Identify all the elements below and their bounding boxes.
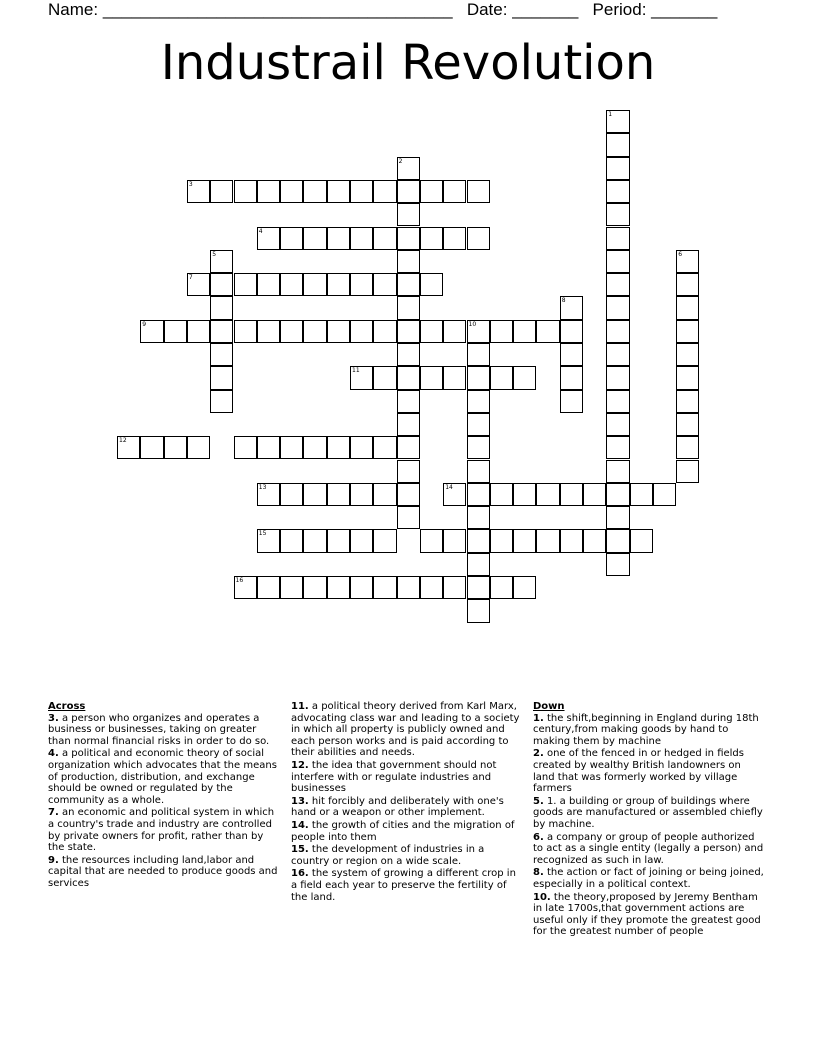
grid-cell[interactable] <box>583 529 606 552</box>
clue-item <box>48 713 278 748</box>
grid-cell[interactable] <box>467 599 490 622</box>
grid-cell[interactable] <box>606 460 629 483</box>
grid-cell[interactable] <box>327 529 350 552</box>
clue-item <box>291 760 523 795</box>
grid-cell[interactable] <box>210 296 233 319</box>
grid-cell[interactable] <box>513 366 536 389</box>
grid-cell[interactable] <box>397 366 420 389</box>
grid-cell[interactable] <box>443 529 466 552</box>
cell-number: 13 <box>258 483 267 491</box>
clue-text: a political theory derived from Karl Marx, advocating class war and leading to a society in which all property is publicly owned and each person works and is paid according to their abilities and needs. <box>291 701 520 759</box>
clue-text: a person who organizes and operates a business or businesses, taking on greater than normal financial risks in order to do so. <box>48 712 270 747</box>
cell-number: 6 <box>678 250 683 258</box>
clue-text: the development of industries in a country or region on a wide scale. <box>291 844 485 867</box>
grid-cell[interactable] <box>467 483 490 506</box>
grid-cell[interactable] <box>536 320 559 343</box>
grid-cell[interactable] <box>676 250 699 273</box>
grid-cell[interactable] <box>397 250 420 273</box>
grid-cell[interactable] <box>210 366 233 389</box>
cell-number: 9 <box>142 320 147 328</box>
grid-cell[interactable] <box>234 273 257 296</box>
clue-number: 16. <box>291 868 309 880</box>
period-field[interactable]: _______ <box>651 0 718 19</box>
grid-cell[interactable] <box>676 273 699 296</box>
clue-item <box>533 892 765 938</box>
grid-cell[interactable] <box>303 180 326 203</box>
clue-number: 5. <box>533 795 544 807</box>
grid-cell[interactable] <box>210 320 233 343</box>
grid-cell[interactable] <box>467 320 490 343</box>
grid-cell[interactable] <box>467 460 490 483</box>
grid-cell[interactable] <box>397 436 420 459</box>
grid-cell[interactable] <box>606 180 629 203</box>
clue-text: the system of growing a different crop in a field each year to preserve the fertility of the land. <box>291 868 516 903</box>
grid-cell[interactable] <box>606 203 629 226</box>
grid-cell[interactable] <box>280 180 303 203</box>
grid-cell[interactable] <box>327 273 350 296</box>
clue-text: the resources including land,labor and capital that are needed to produce goods and services <box>48 854 278 889</box>
grid-cell[interactable] <box>513 483 536 506</box>
grid-cell[interactable] <box>234 180 257 203</box>
grid-cell[interactable] <box>560 320 583 343</box>
grid-cell[interactable] <box>606 390 629 413</box>
grid-cell[interactable] <box>327 227 350 250</box>
grid-cell[interactable] <box>164 320 187 343</box>
clue-item <box>533 748 765 794</box>
grid-cell[interactable] <box>513 320 536 343</box>
grid-cell[interactable] <box>467 506 490 529</box>
grid-cell[interactable] <box>420 529 443 552</box>
grid-cell[interactable] <box>420 273 443 296</box>
grid-cell[interactable] <box>187 436 210 459</box>
grid-cell[interactable] <box>676 320 699 343</box>
cell-number: 15 <box>258 530 267 538</box>
clue-item <box>291 868 523 903</box>
cell-number: 14 <box>445 483 453 491</box>
grid-cell[interactable] <box>467 366 490 389</box>
grid-cell[interactable] <box>583 483 606 506</box>
grid-cell[interactable] <box>210 250 233 273</box>
clue-number: 13. <box>291 795 309 807</box>
grid-cell[interactable] <box>676 296 699 319</box>
grid-cell[interactable] <box>397 576 420 599</box>
grid-cell[interactable] <box>443 180 466 203</box>
grid-cell[interactable] <box>467 227 490 250</box>
cell-number: 12 <box>119 437 127 445</box>
grid-cell[interactable] <box>350 366 373 389</box>
grid-cell[interactable] <box>630 529 653 552</box>
grid-cell[interactable] <box>606 157 629 180</box>
grid-cell[interactable] <box>560 296 583 319</box>
grid-cell[interactable] <box>490 366 513 389</box>
grid-cell[interactable] <box>560 483 583 506</box>
clue-text: the theory,proposed by Jeremy Bentham in late 1700s,that government actions are useful only if they promote the greatest good for the greatest number of people <box>533 891 761 938</box>
date-field[interactable]: _______ <box>512 0 579 19</box>
cell-number: 1 <box>608 111 613 118</box>
grid-cell[interactable] <box>606 343 629 366</box>
across-list <box>48 713 278 890</box>
grid-cell[interactable] <box>397 203 420 226</box>
cell-number: 2 <box>398 157 403 165</box>
cell-number: 10 <box>468 320 477 328</box>
grid-cell[interactable] <box>350 320 373 343</box>
grid-cell[interactable] <box>164 436 187 459</box>
grid-cell[interactable] <box>117 436 140 459</box>
grid-cell[interactable] <box>490 529 513 552</box>
clue-number: 7. <box>48 807 59 819</box>
grid-cell[interactable] <box>443 483 466 506</box>
clue-text: an economic and political system in which a country's trade and industry are controlled by private owners for profit, rather than by the state. <box>48 807 275 854</box>
clue-text: 1. a building or group of buildings where goods are manufactured or assembled chiefly by machine. <box>533 795 763 830</box>
grid-cell[interactable] <box>606 366 629 389</box>
cell-number: 3 <box>188 180 193 188</box>
clue-text: one of the fenced in or hedged in fields created by wealthy British landowners on land that was formerly worked by village farmers <box>533 748 744 795</box>
grid-cell[interactable] <box>373 576 396 599</box>
grid-cell[interactable] <box>280 227 303 250</box>
grid-cell[interactable] <box>257 320 280 343</box>
grid-cell[interactable] <box>606 413 629 436</box>
clue-item <box>48 855 278 890</box>
grid-cell[interactable] <box>210 273 233 296</box>
grid-cell[interactable] <box>257 273 280 296</box>
clue-text: the shift,beginning in England during 18th century,from making goods by hand to making them by machine <box>533 712 759 747</box>
grid-cell[interactable] <box>443 576 466 599</box>
header-line <box>48 0 717 20</box>
grid-cell[interactable] <box>350 576 373 599</box>
grid-cell[interactable] <box>560 366 583 389</box>
clue-item <box>291 701 523 759</box>
grid-cell[interactable] <box>467 553 490 576</box>
grid-cell[interactable] <box>280 273 303 296</box>
across-heading: Across <box>48 701 86 712</box>
grid-cell[interactable] <box>420 180 443 203</box>
grid-cell[interactable] <box>676 460 699 483</box>
grid-cell[interactable] <box>676 390 699 413</box>
grid-cell[interactable] <box>303 436 326 459</box>
grid-cell[interactable] <box>397 296 420 319</box>
grid-cell[interactable] <box>303 576 326 599</box>
grid-cell[interactable] <box>467 180 490 203</box>
clue-number: 12. <box>291 759 309 771</box>
clue-item <box>291 844 523 867</box>
clue-text: a company or group of people authorized to act as a single entity (legally a person) and recognized as such in law. <box>533 831 764 866</box>
grid-cell[interactable] <box>350 483 373 506</box>
grid-cell[interactable] <box>676 436 699 459</box>
grid-cell[interactable] <box>467 436 490 459</box>
down-heading: Down <box>533 701 565 712</box>
clue-text: the idea that government should not interfere with or regulate industries and businesses <box>291 759 497 795</box>
clue-number: 9. <box>48 854 59 866</box>
grid-cell[interactable] <box>327 576 350 599</box>
grid-cell[interactable] <box>280 436 303 459</box>
grid-cell[interactable] <box>187 180 210 203</box>
grid-cell[interactable] <box>397 506 420 529</box>
grid-cell[interactable] <box>653 483 676 506</box>
grid-cell[interactable] <box>234 436 257 459</box>
grid-cell[interactable] <box>443 227 466 250</box>
cell-number: 7 <box>188 274 193 282</box>
grid-cell[interactable] <box>536 529 559 552</box>
grid-cell[interactable] <box>280 483 303 506</box>
grid-cell[interactable] <box>187 273 210 296</box>
grid-cell[interactable] <box>676 366 699 389</box>
grid-cell[interactable] <box>676 343 699 366</box>
clue-item <box>533 832 765 867</box>
grid-cell[interactable] <box>467 576 490 599</box>
grid-cell[interactable] <box>303 483 326 506</box>
grid-cell[interactable] <box>490 483 513 506</box>
grid-cell[interactable] <box>327 483 350 506</box>
grid-cell[interactable] <box>397 227 420 250</box>
puzzle-title: Industrail Revolution <box>160 35 656 91</box>
grid-cell[interactable] <box>350 180 373 203</box>
grid-cell[interactable] <box>373 320 396 343</box>
grid-cell[interactable] <box>606 436 629 459</box>
clue-text: the action or fact of joining or being joined, especially in a political context. <box>533 867 764 890</box>
clue-number: 14. <box>291 819 309 831</box>
grid-cell[interactable] <box>560 390 583 413</box>
grid-cell[interactable] <box>420 366 443 389</box>
grid-cell[interactable] <box>443 366 466 389</box>
grid-cell[interactable] <box>327 436 350 459</box>
grid-cell[interactable] <box>257 529 280 552</box>
clue-text: the growth of cities and the migration of people into them <box>291 819 515 843</box>
grid-cell[interactable] <box>560 529 583 552</box>
grid-cell[interactable] <box>467 390 490 413</box>
clue-item <box>533 867 765 890</box>
clue-number: 1. <box>533 712 544 724</box>
grid-cell[interactable] <box>420 227 443 250</box>
clue-item <box>533 796 765 831</box>
grid-cell[interactable] <box>373 483 396 506</box>
grid-cell[interactable] <box>257 180 280 203</box>
grid-cell[interactable] <box>280 320 303 343</box>
grid-cell[interactable] <box>606 553 629 576</box>
clue-number: 4. <box>48 748 59 760</box>
grid-cell[interactable] <box>536 483 559 506</box>
grid-cell[interactable] <box>606 250 629 273</box>
grid-cell[interactable] <box>210 180 233 203</box>
clue-number: 2. <box>533 748 544 760</box>
grid-cell[interactable] <box>373 436 396 459</box>
clue-item <box>291 796 523 819</box>
grid-cell[interactable] <box>257 436 280 459</box>
grid-cell[interactable] <box>280 529 303 552</box>
clue-text: a political and economic theory of social organization which advocates that the means of production, distribution, and exchange should be owned or regulated by the community as a whole. <box>48 748 277 806</box>
grid-cell[interactable] <box>210 343 233 366</box>
grid-cell[interactable] <box>676 413 699 436</box>
grid-cell[interactable] <box>606 320 629 343</box>
grid-cell[interactable] <box>467 529 490 552</box>
grid-cell[interactable] <box>303 227 326 250</box>
clue-number: 10. <box>533 891 551 903</box>
grid-cell[interactable] <box>490 576 513 599</box>
grid-cell[interactable] <box>303 320 326 343</box>
clue-number: 3. <box>48 712 59 724</box>
grid-cell[interactable] <box>303 273 326 296</box>
grid-cell[interactable] <box>373 529 396 552</box>
grid-cell[interactable] <box>257 227 280 250</box>
grid-cell[interactable] <box>350 529 373 552</box>
cell-number: 5 <box>212 250 217 258</box>
grid-cell[interactable] <box>373 273 396 296</box>
clue-item <box>48 807 278 853</box>
grid-cell[interactable] <box>397 157 420 180</box>
grid-cell[interactable] <box>350 273 373 296</box>
grid-cell[interactable] <box>234 320 257 343</box>
grid-cell[interactable] <box>606 483 629 506</box>
name-label: Name: <box>48 0 99 19</box>
grid-cell[interactable] <box>606 296 629 319</box>
grid-cell[interactable] <box>187 320 210 343</box>
clue-number: 6. <box>533 831 544 843</box>
clue-item <box>48 748 278 806</box>
grid-cell[interactable] <box>420 576 443 599</box>
grid-cell[interactable] <box>606 110 629 133</box>
grid-cell[interactable] <box>606 273 629 296</box>
grid-cell[interactable] <box>327 180 350 203</box>
grid-cell[interactable] <box>443 320 466 343</box>
cell-number: 8 <box>561 297 566 305</box>
grid-cell[interactable] <box>303 529 326 552</box>
grid-cell[interactable] <box>467 413 490 436</box>
cell-number: 16 <box>235 577 244 584</box>
grid-cell[interactable] <box>327 320 350 343</box>
grid-cell[interactable] <box>560 343 583 366</box>
grid-cell[interactable] <box>397 343 420 366</box>
grid-cell[interactable] <box>257 576 280 599</box>
grid-cell[interactable] <box>210 390 233 413</box>
grid-cell[interactable] <box>140 320 163 343</box>
grid-cell[interactable] <box>140 436 163 459</box>
across-clues-column-2 <box>291 701 523 904</box>
grid-cell[interactable] <box>397 320 420 343</box>
grid-cell[interactable] <box>420 320 443 343</box>
grid-cell[interactable] <box>397 483 420 506</box>
grid-cell[interactable] <box>257 483 280 506</box>
clue-item <box>533 713 765 748</box>
grid-cell[interactable] <box>234 576 257 599</box>
grid-cell[interactable] <box>606 529 629 552</box>
clue-number: 8. <box>533 867 544 879</box>
grid-cell[interactable] <box>606 133 629 156</box>
grid-cell[interactable] <box>373 227 396 250</box>
grid-cell[interactable] <box>350 436 373 459</box>
grid-cell[interactable] <box>606 506 629 529</box>
grid-cell[interactable] <box>350 227 373 250</box>
grid-cell[interactable] <box>397 180 420 203</box>
grid-cell[interactable] <box>467 343 490 366</box>
grid-cell[interactable] <box>373 180 396 203</box>
down-list <box>533 713 765 938</box>
grid-cell[interactable] <box>373 366 396 389</box>
clue-item <box>291 820 523 843</box>
cell-number: 11 <box>352 367 360 375</box>
grid-cell[interactable] <box>397 273 420 296</box>
grid-cell[interactable] <box>513 529 536 552</box>
grid-cell[interactable] <box>397 390 420 413</box>
across-clues-column-1 <box>48 701 278 891</box>
grid-cell[interactable] <box>397 413 420 436</box>
cell-number: 4 <box>258 227 263 235</box>
grid-cell[interactable] <box>280 576 303 599</box>
period-label: Period: <box>592 0 647 19</box>
clue-text: hit forcibly and deliberately with one's hand or a weapon or other implement. <box>291 795 504 819</box>
clue-number: 15. <box>291 844 309 856</box>
name-field[interactable]: _____________________________________ <box>102 0 453 19</box>
across-list-continued <box>291 701 523 903</box>
clue-number: 11. <box>291 701 309 712</box>
date-label: Date: <box>466 0 508 19</box>
grid-cell[interactable] <box>397 460 420 483</box>
grid-cell[interactable] <box>630 483 653 506</box>
grid-cell[interactable] <box>490 320 513 343</box>
grid-cell[interactable] <box>513 576 536 599</box>
down-clues-column <box>533 701 765 939</box>
grid-cell[interactable] <box>606 227 629 250</box>
